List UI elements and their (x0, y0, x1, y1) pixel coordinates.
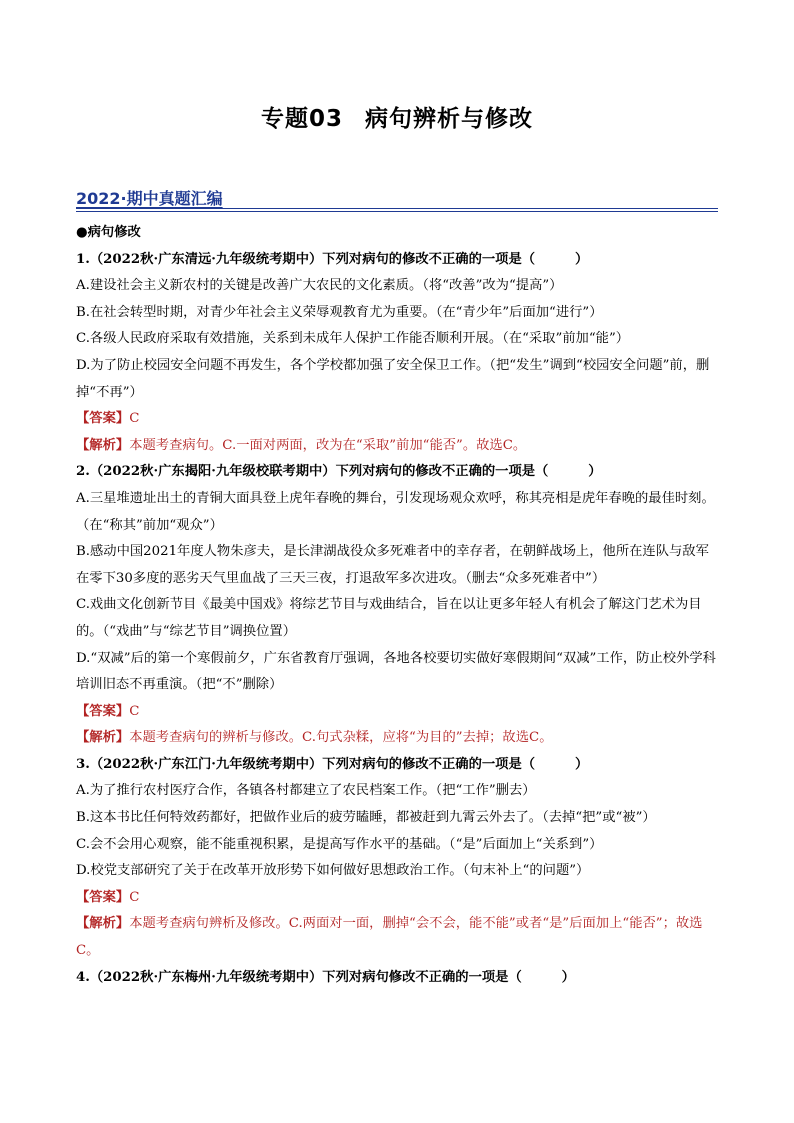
option-d: D.“双减”后的第一个寒假前夕，广东省教育厅强调，各地各校要切实做好寒假期间“双减”工作，防止校外学科培训旧态不再重演。（把“不”删除） (76, 650, 716, 693)
answer-label: 【答案】 (76, 889, 130, 905)
answer-line (76, 699, 718, 726)
analysis-text: 本题考查病句的辨析与修改。C.句式杂糅，应将“为目的”去掉；故选C。 (129, 730, 553, 746)
answer-value: C (129, 889, 140, 905)
option-a: A.为了推行农村医疗合作，各镇各村都建立了农民档案工作。（把“工作”删去） (76, 783, 536, 799)
option-d: D.为了防止校园安全问题不再发生，各个学校都加强了安全保卫工作。（把“发生”调到“校园安全问题”前，删掉“不再”） (76, 357, 710, 400)
analysis-line (76, 725, 718, 752)
option-d: D.校党支部研究了关于在改革开放形势下如何做好思想政治工作。（句末补上“的问题”） (76, 863, 590, 879)
option-b: B.感动中国2021年度人物朱彦夫，是长津湖战役众多死难者中的幸存者，在朝鲜战场上，他所在连队与敌军在零下30多度的恶劣天气里血战了三天三夜，打退敌军多次进攻。（删去“众多死难者中”） (76, 544, 709, 586)
option-c: C.戏曲文化创新节目《最美中国戏》将综艺节目与戏曲结合，旨在以让更多年轻人有机会了解这门艺术为目的。（“戏曲”与“综艺节目”调换位置） (76, 597, 702, 639)
content (76, 220, 718, 991)
option-c: C.各级人民政府采取有效措施，关系到未成年人保护工作能否顺利开展。（在“采取”前加“能”） (76, 331, 630, 347)
section-heading: 2022·期中真题汇编 (76, 189, 223, 208)
answer-value: C (129, 703, 140, 719)
analysis-text: 本题考查病句辨析及修改。C.两面对一面，删掉“会不会，能不能”或者“是”后面加上“能否”；故选C。 (76, 916, 703, 959)
answer-line (76, 885, 718, 912)
analysis-text: 本题考查病句。C.一面对两面，改为在“采取”前加“能否”。故选C。 (129, 437, 527, 453)
question-stem: 3.（2022秋·广东江门·九年级统考期中）下列对病句的修改不正确的一项是（ ） (76, 756, 589, 772)
page-title (0, 100, 794, 133)
option-a: A.建设社会主义新农村的关键是改善广大农民的文化素质。（将“改善”改为“提高”） (76, 278, 563, 294)
option-c: C.会不会用心观察，能不能重视积累，是提高写作水平的基础。（“是”后面加上“关系到”） (76, 836, 603, 852)
analysis-line (76, 433, 718, 460)
section-rule (76, 208, 718, 209)
option-a: A.三星堆遗址出土的青铜大面具登上虎年春晚的舞台，引发现场观众欢呼，称其亮相是虎年春晚的最佳时刻。（在“称其”前加“观众”） (76, 490, 715, 533)
option-b: B.在社会转型时期，对青少年社会主义荣辱观教育尤为重要。（在“青少年”后面加“进行”） (76, 304, 603, 320)
section-rule-thin (76, 211, 718, 212)
question-stem: 2.（2022秋·广东揭阳·九年级校联考期中）下列对病句的修改不正确的一项是（ ） (76, 464, 602, 480)
answer-value: C (129, 411, 140, 427)
question-stem: 1.（2022秋·广东清远·九年级统考期中）下列对病句的修改不正确的一项是（ ） (76, 251, 589, 267)
answer-label: 【答案】 (76, 411, 130, 427)
subheading: ●病句修改 (76, 225, 141, 240)
option-b: B.这本书比任何特效药都好，把做作业后的疲劳瞌睡，都被赶到九霄云外去了。（去掉“把”或“被”） (76, 810, 656, 826)
analysis-label: 【解析】 (76, 437, 130, 453)
title-part-1: 专题03 (260, 106, 343, 132)
analysis-label: 【解析】 (76, 730, 130, 746)
question-stem: 4.（2022秋·广东梅州·九年级统考期中）下列对病句修改不正确的一项是（ ） (76, 969, 575, 985)
answer-line (76, 406, 718, 433)
title-part-2: 病句辨析与修改 (365, 106, 533, 132)
answer-label: 【答案】 (76, 703, 130, 719)
analysis-line (76, 911, 718, 964)
analysis-label: 【解析】 (76, 916, 130, 932)
